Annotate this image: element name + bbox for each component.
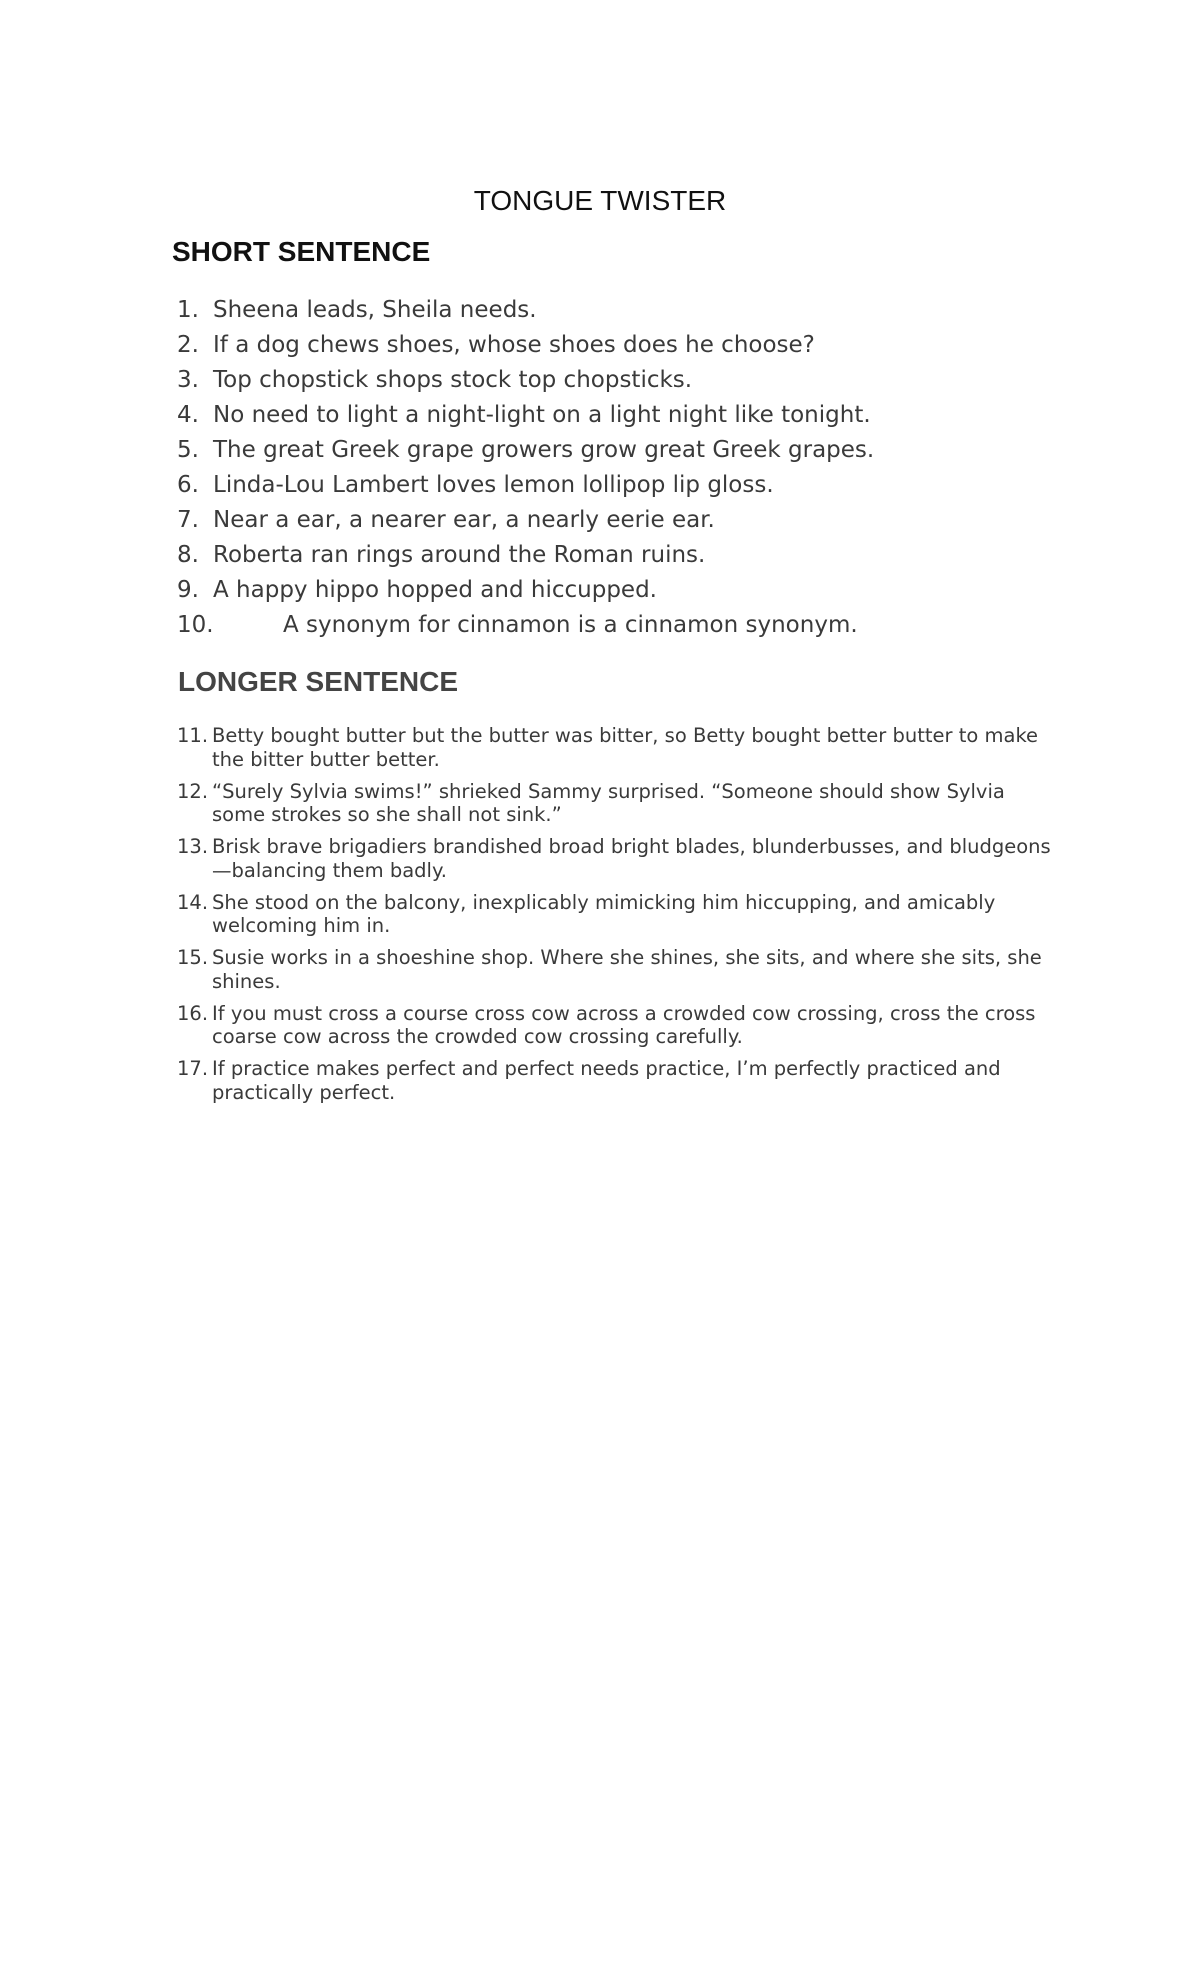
list-item [177,724,1057,771]
short-sentence-list [177,292,1077,642]
item-text: Linda-Lou Lambert loves lemon lollipop lip gloss. [213,471,774,498]
list-item [177,835,1057,882]
list-item [177,362,1077,397]
longer-sentence-heading: LONGER SENTENCE [178,666,459,697]
list-item [177,397,1077,432]
list-item [177,946,1057,993]
item-number: 5. [177,436,199,463]
item-number: 7. [177,506,199,533]
item-text: Susie works in a shoeshine shop. Where she shines, she sits, and where she sits, she shines. [212,946,1042,993]
list-item [177,607,1077,642]
item-number: 2. [177,331,199,358]
item-number: 6. [177,471,199,498]
item-number: 13. [177,835,209,858]
item-text: Brisk brave brigadiers brandished broad bright blades, blunderbusses, and bludgeons—balancing them badly. [212,835,1051,882]
item-text: “Surely Sylvia swims!” shrieked Sammy surprised. “Someone should show Sylvia some strokes so she shall not sink.” [212,779,1005,826]
item-number: 16. [177,1001,209,1025]
item-text: Sheena leads, Sheila needs. [213,296,537,323]
list-item [177,432,1077,467]
list-item [177,292,1077,327]
list-item [177,891,1057,938]
item-number: 15. [177,946,209,969]
item-number: 4. [177,401,199,428]
item-text: If you must cross a course cross cow across a crowded cow crossing, cross the cross coarse cow across the crowded cow crossing carefully. [212,1001,1036,1048]
list-item [177,572,1077,607]
item-text: Roberta ran rings around the Roman ruins. [213,541,706,568]
list-item [177,502,1077,537]
item-text: If a dog chews shoes, whose shoes does he choose? [213,331,815,358]
item-text: A happy hippo hopped and hiccupped. [213,576,657,603]
item-text: Top chopstick shops stock top chopsticks. [213,366,693,393]
item-text: Betty bought butter but the butter was bitter, so Betty bought better butter to make the bitter butter better. [212,724,1039,771]
list-item [177,327,1077,362]
item-number: 17. [177,1057,209,1080]
item-text: The great Greek grape growers grow great Greek grapes. [213,436,875,463]
item-text: A synonym for cinnamon is a cinnamon synonym. [283,611,858,638]
list-item [177,467,1077,502]
item-number: 1. [177,296,199,323]
item-number: 10. [177,611,214,638]
list-item [177,537,1077,572]
item-number: 3. [177,366,199,393]
item-number: 9. [177,576,199,603]
short-sentence-heading: SHORT SENTENCE [172,236,431,267]
item-number: 11. [177,724,209,747]
item-text: She stood on the balcony, inexplicably mimicking him hiccupping, and amicably welcoming him in. [212,890,996,937]
item-text: No need to light a night-light on a light night like tonight. [213,401,871,428]
list-item [177,1002,1057,1049]
item-number: 14. [177,890,209,914]
list-item [177,1057,1057,1104]
item-text: Near a ear, a nearer ear, a nearly eerie ear. [213,506,715,533]
item-number: 12. [177,779,209,803]
page-title: TONGUE TWISTER [473,185,727,216]
item-text: If practice makes perfect and perfect needs practice, I’m perfectly practiced and practically perfect. [212,1057,1001,1104]
item-number: 8. [177,541,199,568]
longer-sentence-list [177,724,1057,1113]
list-item [177,780,1057,827]
